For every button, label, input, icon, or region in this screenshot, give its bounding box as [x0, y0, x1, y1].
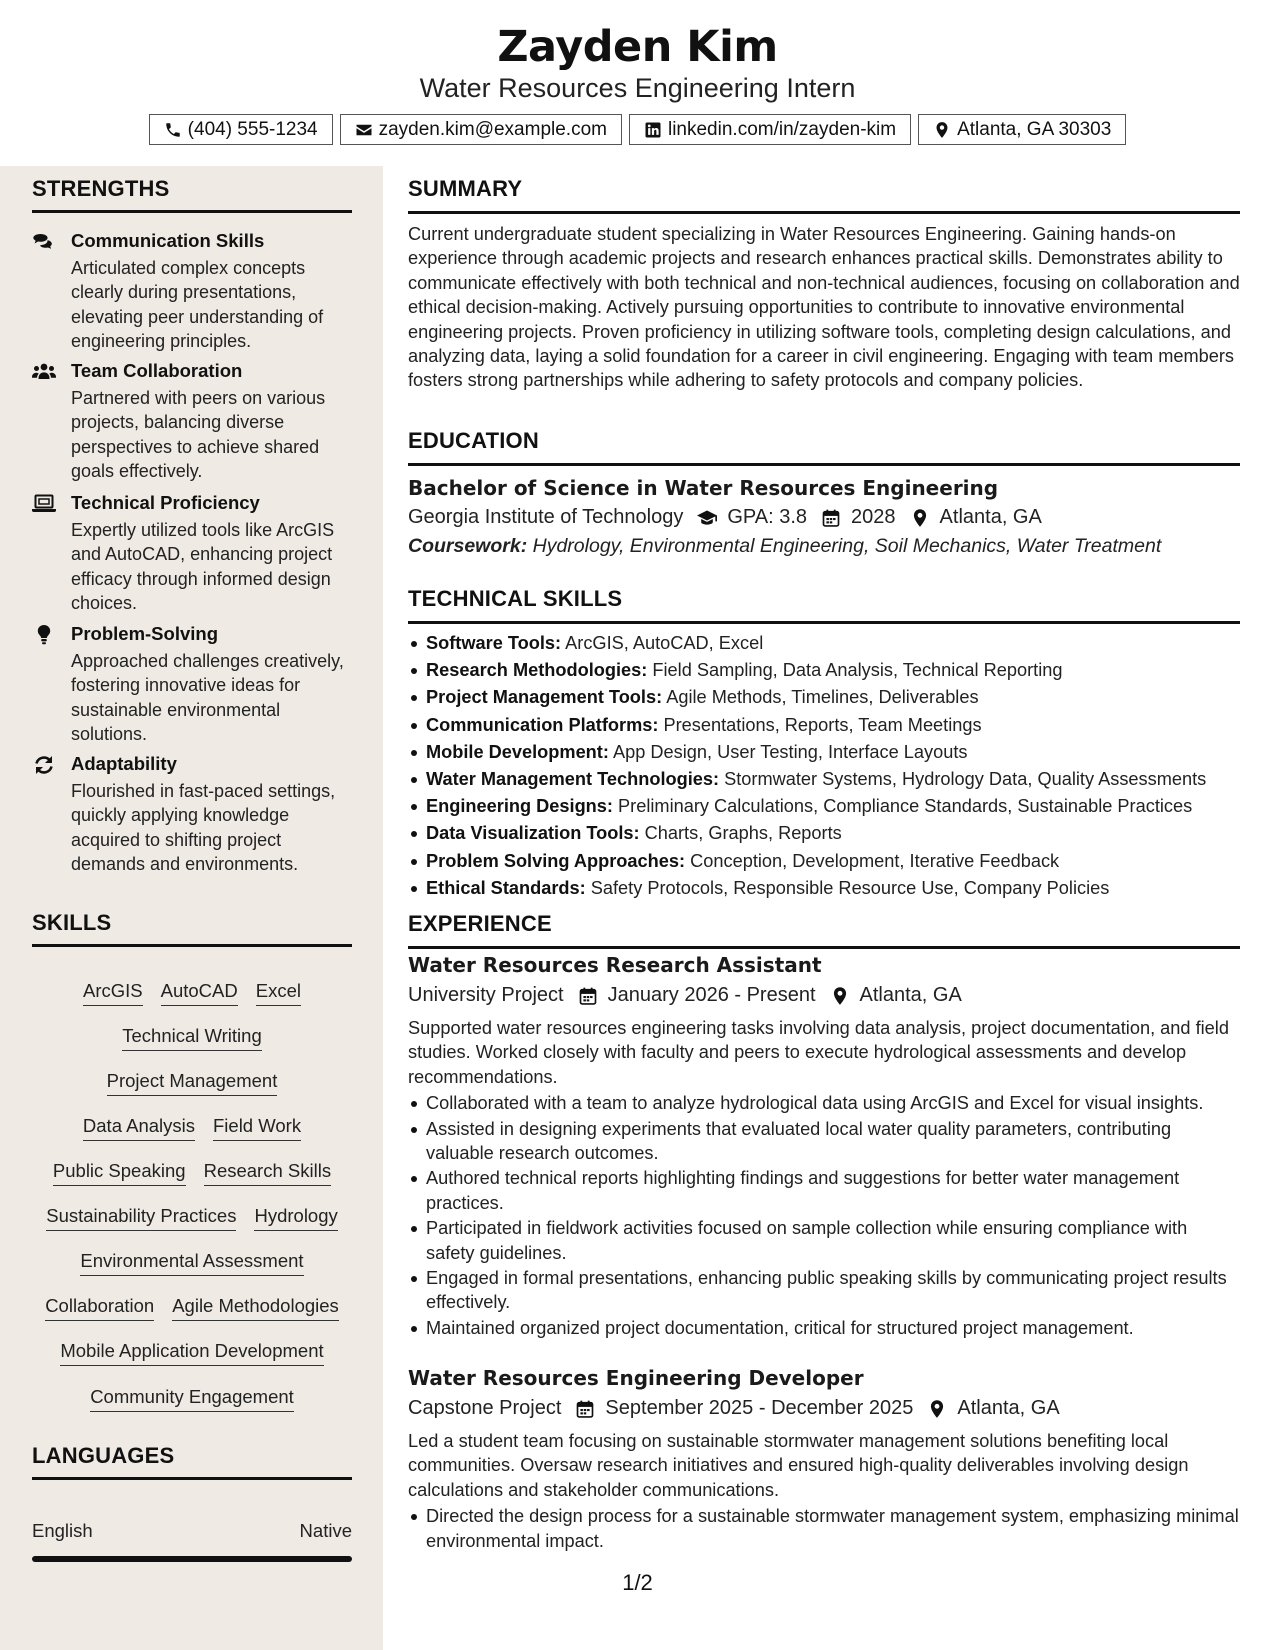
strength-title: Communication Skills — [71, 230, 265, 251]
school-location: Atlanta, GA — [939, 506, 1042, 528]
gpa: GPA: 3.8 — [727, 506, 808, 528]
candidate-role: Water Resources Engineering Intern — [419, 73, 856, 103]
summary-title: SUMMARY — [408, 176, 523, 201]
calendar-icon — [578, 986, 598, 1006]
map-marker-icon — [927, 1399, 947, 1419]
skill-values: App Design, User Testing, Interface Layouts — [612, 741, 968, 762]
list-item: Directed the design process for a sustainable stormwater management system, emphasizing minimal environmental impact. — [408, 1504, 1240, 1553]
contact-email[interactable] — [340, 114, 622, 145]
strength-description: Partnered with peers on various projects, balancing diverse perspectives to achieve shared goals effectively. — [71, 388, 326, 482]
skill-category: Engineering Designs: — [426, 796, 613, 817]
strengths-section — [32, 176, 352, 213]
degree-title: Bachelor of Science in Water Resources Engineering — [408, 476, 999, 500]
job-bullets — [408, 1504, 1240, 1553]
list-item — [408, 821, 1240, 845]
education-meta — [408, 506, 1240, 529]
skill-category: Problem Solving Approaches: — [426, 850, 686, 871]
language-proficiency-bar — [32, 1556, 352, 1562]
coursework-list: Hydrology, Environmental Engineering, Soil Mechanics, Water Treatment — [532, 535, 1162, 557]
job-dates: January 2026 - Present — [607, 984, 816, 1006]
map-marker-icon — [910, 508, 930, 528]
section-divider — [408, 946, 1240, 949]
job-org: University Project — [408, 984, 564, 1006]
graduation-cap-icon — [697, 508, 717, 528]
coursework-label: Coursework: — [408, 535, 528, 557]
list-item — [408, 794, 1240, 818]
list-item — [408, 658, 1240, 682]
job-bullets — [408, 1091, 1240, 1340]
language-name: English — [32, 1520, 93, 1541]
skill-category: Ethical Standards: — [426, 877, 586, 898]
education-section — [408, 428, 1240, 558]
section-divider — [408, 621, 1240, 624]
location-text: Atlanta, GA 30303 — [957, 118, 1112, 140]
map-marker-icon — [830, 986, 850, 1006]
skill-category: Research Methodologies: — [426, 660, 648, 681]
list-item: Authored technical reports highlighting findings and suggestions for better water management practices. — [408, 1166, 1240, 1215]
contact-location — [918, 114, 1126, 145]
skill-category: Data Visualization Tools: — [426, 823, 640, 844]
sync-icon — [32, 755, 56, 775]
phone-icon — [164, 121, 182, 139]
skill-row — [32, 1205, 352, 1231]
resume-header — [0, 0, 1275, 166]
strength-title: Technical Proficiency — [71, 492, 260, 513]
skill-row — [32, 1115, 352, 1141]
skill-values: Field Sampling, Data Analysis, Technical Reporting — [652, 660, 1063, 681]
skill-row — [32, 980, 352, 1006]
job-meta — [408, 1397, 1240, 1420]
list-item — [408, 876, 1240, 900]
skill-row — [32, 1386, 352, 1412]
skill-category: Water Management Technologies: — [426, 769, 720, 790]
phone-text: (404) 555-1234 — [187, 118, 318, 140]
list-item — [408, 631, 1240, 655]
contact-phone[interactable] — [149, 114, 333, 145]
job-entry — [408, 953, 1240, 1341]
education-title: EDUCATION — [408, 428, 539, 453]
list-item: Collaborated with a team to analyze hydrological data using ArcGIS and Excel for visual insights. — [408, 1091, 1240, 1115]
job-location: Atlanta, GA — [859, 984, 962, 1006]
skill-values: Stormwater Systems, Hydrology Data, Quality Assessments — [724, 769, 1207, 790]
users-icon — [32, 362, 56, 382]
calendar-icon — [821, 508, 841, 528]
candidate-name: Zayden Kim — [497, 22, 778, 72]
list-item — [408, 767, 1240, 791]
list-item — [408, 740, 1240, 764]
email-text: zayden.kim@example.com — [378, 118, 607, 140]
skill-tag: Community Engagement — [90, 1386, 294, 1412]
comments-icon — [32, 232, 56, 252]
skill-row — [32, 1025, 352, 1051]
skill-tag: Excel — [256, 980, 301, 1006]
list-item: Engaged in formal presentations, enhancing public speaking skills by communicating project results effectively. — [408, 1266, 1240, 1315]
skill-row — [32, 1295, 352, 1321]
lightbulb-icon — [32, 625, 56, 645]
skill-tag: ArcGIS — [83, 980, 143, 1006]
skill-row — [32, 1340, 352, 1366]
languages-title: LANGUAGES — [32, 1443, 175, 1468]
graduation-year: 2028 — [851, 506, 896, 528]
job-description: Led a student team focusing on sustainable stormwater management solutions benefiting local communities. Oversaw research initiatives and ensured high-quality deliverables involving design calculations and stakeholder communications. — [408, 1431, 1189, 1500]
job-location: Atlanta, GA — [957, 1397, 1060, 1419]
technical-skills-list — [408, 631, 1240, 900]
skill-values: Presentations, Reports, Team Meetings — [663, 714, 982, 735]
job-meta — [408, 984, 1240, 1007]
skill-values: Agile Methods, Timelines, Deliverables — [666, 687, 979, 708]
skill-values: Conception, Development, Iterative Feedback — [690, 850, 1060, 871]
technical-skills-section — [408, 586, 1240, 903]
strength-title: Team Collaboration — [71, 360, 243, 381]
strength-title: Adaptability — [71, 753, 177, 774]
section-divider — [32, 1477, 352, 1480]
job-title: Water Resources Research Assistant — [408, 953, 822, 977]
job-description: Supported water resources engineering tasks involving data analysis, project documentation, and field studies. Worked closely with faculty and peers to execute hydrological assessments and develop recommendations. — [408, 1018, 1229, 1087]
languages-section — [32, 1443, 352, 1480]
strength-description: Articulated complex concepts clearly during presentations, elevating peer understanding of engineering principles. — [71, 258, 324, 352]
skill-category: Software Tools: — [426, 633, 562, 653]
list-item — [408, 713, 1240, 737]
skill-tag: Research Skills — [204, 1160, 332, 1186]
technical-skills-title: TECHNICAL SKILLS — [408, 586, 623, 611]
job-org: Capstone Project — [408, 1397, 562, 1419]
skill-row — [32, 1070, 352, 1096]
strengths-title: STRENGTHS — [32, 176, 170, 201]
skill-values: Preliminary Calculations, Compliance Standards, Sustainable Practices — [618, 796, 1193, 817]
section-divider — [32, 944, 352, 947]
skill-tag: Agile Methodologies — [172, 1295, 339, 1321]
skills-title: SKILLS — [32, 910, 112, 935]
job-title: Water Resources Engineering Developer — [408, 1366, 864, 1390]
school-name: Georgia Institute of Technology — [408, 506, 684, 528]
map-marker-icon — [933, 121, 951, 139]
skill-category: Mobile Development: — [426, 741, 609, 762]
list-item: Assisted in designing experiments that evaluated local water quality parameters, contributing valuable research outcomes. — [408, 1117, 1240, 1166]
coursework — [408, 535, 1240, 558]
experience-section — [408, 911, 1240, 949]
summary-section — [408, 176, 1240, 393]
strength-title: Problem-Solving — [71, 623, 218, 644]
skills-section — [32, 910, 352, 947]
skill-tag: Field Work — [213, 1115, 301, 1141]
skill-row — [32, 1160, 352, 1186]
skill-category: Communication Platforms: — [426, 714, 659, 735]
skill-tag: AutoCAD — [161, 980, 238, 1006]
laptop-icon — [32, 494, 56, 514]
skill-tag: Mobile Application Development — [60, 1340, 323, 1366]
contact-bar — [0, 114, 1275, 145]
skill-tag: Public Speaking — [53, 1160, 186, 1186]
skill-tag: Hydrology — [254, 1205, 337, 1231]
skill-values: ArcGIS, AutoCAD, Excel — [565, 633, 764, 653]
experience-title: EXPERIENCE — [408, 911, 552, 936]
job-dates: September 2025 - December 2025 — [605, 1397, 914, 1419]
sidebar — [0, 166, 383, 1650]
summary-text: Current undergraduate student specializing in Water Resources Engineering. Gaining hands-on experience through academic projects and research enhances practical skills. Demonstrates ability to communicate effectively with both technical and non-technical audiences, focusing on collaboration and ethical decision-making. Actively pursuing opportunities to contribute to innovative environmental engineering projects. Proven proficiency in utilizing software tools, completing design calculations, and analyzing data, laying a solid foundation for a career in civil engineering. Engaging with team members fosters strong partnerships while adhering to safety protocols and company policies. — [408, 224, 1240, 391]
language-row — [32, 1520, 352, 1542]
skill-tag: Collaboration — [45, 1295, 154, 1321]
strength-description: Expertly utilized tools like ArcGIS and AutoCAD, enhancing project efficacy through informed design choices. — [71, 520, 335, 614]
skill-tag: Environmental Assessment — [80, 1250, 303, 1276]
contact-linkedin[interactable] — [629, 114, 911, 145]
page-number: 1/2 — [622, 1570, 653, 1595]
section-divider — [32, 210, 352, 213]
linkedin-icon — [644, 121, 662, 139]
strength-description: Approached challenges creatively, fostering innovative ideas for sustainable environmental solutions. — [71, 651, 344, 745]
skill-tag: Technical Writing — [122, 1025, 262, 1051]
list-item: Maintained organized project documentation, critical for structured project management. — [408, 1316, 1240, 1340]
section-divider — [408, 463, 1240, 466]
skill-values: Charts, Graphs, Reports — [644, 823, 842, 844]
skill-tag: Sustainability Practices — [46, 1205, 236, 1231]
list-item — [408, 685, 1240, 709]
skill-category: Project Management Tools: — [426, 687, 663, 708]
list-item — [408, 849, 1240, 873]
strength-description: Flourished in fast-paced settings, quickly applying knowledge acquired to shifting project demands and environments. — [71, 781, 336, 875]
language-level: Native — [299, 1520, 352, 1541]
section-divider — [408, 211, 1240, 214]
calendar-icon — [575, 1399, 595, 1419]
envelope-icon — [355, 121, 373, 139]
linkedin-text: linkedin.com/in/zayden-kim — [667, 118, 897, 140]
skill-values: Safety Protocols, Responsible Resource Use, Company Policies — [590, 877, 1110, 898]
skill-tag: Project Management — [107, 1070, 278, 1096]
list-item: Participated in fieldwork activities focused on sample collection while ensuring compliance with safety guidelines. — [408, 1216, 1240, 1265]
job-entry — [408, 1366, 1240, 1553]
skill-tag: Data Analysis — [83, 1115, 195, 1141]
skill-row — [32, 1250, 352, 1276]
